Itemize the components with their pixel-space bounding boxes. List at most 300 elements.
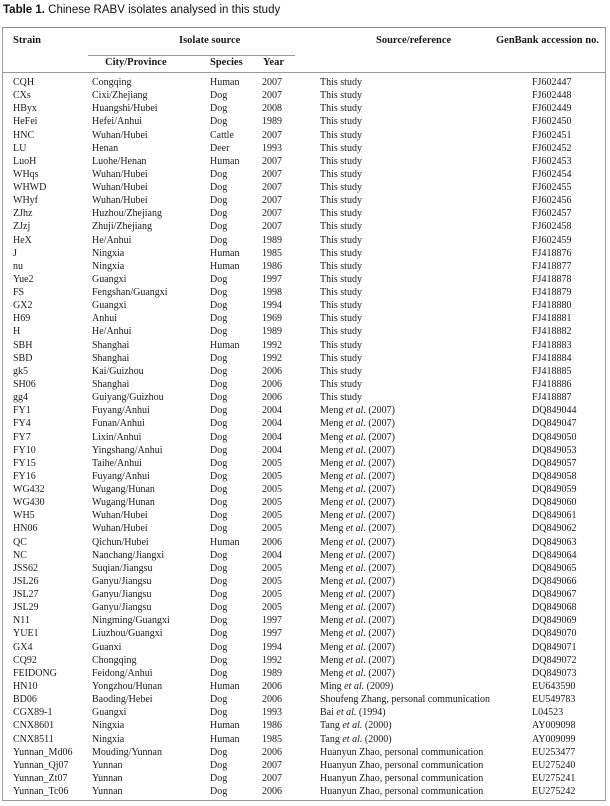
cell-source-reference <box>320 89 362 102</box>
table-row <box>0 588 610 601</box>
cell-source-reference <box>320 155 362 168</box>
cell-genbank-accession: DQ849066 <box>532 575 577 587</box>
cell-year: 1998 <box>262 287 282 299</box>
header-isolate-source: Isolate source <box>179 35 241 46</box>
cell-genbank-accession: FJ602450 <box>532 116 572 128</box>
reference-author: This study <box>320 103 362 115</box>
cell-source-reference <box>320 601 395 614</box>
cell-year: 2005 <box>262 589 282 601</box>
table-row <box>0 431 610 444</box>
table-row <box>0 168 610 181</box>
cell-strain: NC <box>13 549 27 561</box>
cell-year: 1994 <box>262 641 282 653</box>
reference-et-al: et al. <box>342 720 363 732</box>
cell-source-reference <box>320 142 362 155</box>
reference-et-al: et al. <box>345 536 366 548</box>
cell-genbank-accession: FJ418876 <box>532 247 572 259</box>
cell-source-reference <box>320 286 362 299</box>
reference-et-al: et al. <box>342 733 363 745</box>
reference-year: (2007) <box>365 667 396 679</box>
table-row <box>0 483 610 496</box>
table-row <box>0 102 610 115</box>
table-row <box>0 155 610 168</box>
cell-year: 2006 <box>262 392 282 404</box>
cell-strain: HByx <box>13 103 37 115</box>
cell-species: Dog <box>210 116 228 128</box>
cell-source-reference <box>320 575 395 588</box>
cell-year: 2005 <box>262 510 282 522</box>
cell-city-province: Yunnan <box>92 759 123 771</box>
cell-species: Dog <box>210 221 228 233</box>
cell-source-reference <box>320 220 362 233</box>
cell-strain: ZJhz <box>13 208 33 220</box>
cell-strain: HeFei <box>13 116 38 128</box>
cell-species: Dog <box>210 365 228 377</box>
cell-species: Dog <box>210 510 228 522</box>
reference-et-al: et al. <box>345 654 366 666</box>
cell-genbank-accession: DQ849061 <box>532 510 577 522</box>
cell-genbank-accession: FJ602459 <box>532 234 572 246</box>
reference-author: This study <box>320 129 362 141</box>
table-row <box>0 746 610 759</box>
cell-strain: FY10 <box>13 444 36 456</box>
reference-author: Meng <box>320 667 346 679</box>
cell-strain: Yunnan_Zt07 <box>13 772 68 784</box>
table-row <box>0 522 610 535</box>
cell-source-reference <box>320 509 395 522</box>
reference-year: (2009) <box>364 680 394 692</box>
reference-author: Huanyun Zhao, personal communication <box>320 772 484 784</box>
cell-source-reference <box>320 746 483 759</box>
reference-author: This study <box>320 247 362 259</box>
cell-genbank-accession: FJ602449 <box>532 103 572 115</box>
cell-genbank-accession: EU275241 <box>532 772 576 784</box>
reference-author: This study <box>320 260 362 272</box>
table-row <box>0 457 610 470</box>
cell-genbank-accession: FJ418877 <box>532 260 572 272</box>
cell-species: Dog <box>210 444 228 456</box>
table-row <box>0 627 610 640</box>
cell-source-reference <box>320 365 362 378</box>
cell-year: 2005 <box>262 470 282 482</box>
reference-et-al: et al. <box>345 484 366 496</box>
reference-author: This study <box>320 352 362 364</box>
reference-et-al: et al. <box>345 523 366 535</box>
cell-species: Dog <box>210 182 228 194</box>
reference-year: (2007) <box>365 444 396 456</box>
table-row <box>0 194 610 207</box>
reference-year: (2000) <box>362 720 392 732</box>
table-row <box>0 325 610 338</box>
cell-genbank-accession: DQ849063 <box>532 536 577 548</box>
cell-species: Dog <box>210 470 228 482</box>
cell-year: 2005 <box>262 562 282 574</box>
cell-city-province: He/Anhui <box>92 326 132 338</box>
cell-city-province: Ningxia <box>92 720 125 732</box>
table-row <box>0 299 610 312</box>
cell-city-province: Yongzhou/Hunan <box>92 680 163 692</box>
cell-strain: QC <box>13 536 27 548</box>
table-title: Chinese RABV isolates analysed in this study <box>48 4 281 16</box>
reference-et-al: et al. <box>345 589 366 601</box>
cell-source-reference <box>320 785 483 798</box>
cell-source-reference <box>320 312 362 325</box>
cell-species: Dog <box>210 615 228 627</box>
cell-genbank-accession: DQ849068 <box>532 602 577 614</box>
cell-species: Dog <box>210 523 228 535</box>
header-species: Species <box>210 57 243 68</box>
reference-author: This study <box>320 365 362 377</box>
cell-year: 1989 <box>262 326 282 338</box>
cell-year: 2007 <box>262 77 282 88</box>
cell-strain: HeX <box>13 234 32 246</box>
cell-genbank-accession: FJ602454 <box>532 168 572 180</box>
reference-author: Meng <box>320 497 346 509</box>
cell-strain: H <box>13 326 21 338</box>
reference-year: (2007) <box>365 484 396 496</box>
cell-species: Human <box>210 247 240 259</box>
reference-author: This study <box>320 313 362 325</box>
table-row <box>0 654 610 667</box>
cell-year: 1992 <box>262 654 282 666</box>
reference-et-al: et al. <box>345 510 366 522</box>
cell-source-reference <box>320 234 362 247</box>
reference-year: (2007) <box>365 562 396 574</box>
table-row <box>0 536 610 549</box>
cell-city-province: Ningxia <box>92 247 125 259</box>
cell-genbank-accession: DQ849071 <box>532 641 577 653</box>
cell-species: Human <box>210 155 240 167</box>
reference-et-al: et al. <box>345 549 366 561</box>
table-row <box>0 220 610 233</box>
cell-city-province: Baoding/Hebei <box>92 694 153 706</box>
cell-city-province: Wuhan/Hubei <box>92 510 148 522</box>
cell-city-province: Wugang/Hunan <box>92 497 155 509</box>
cell-genbank-accession: DQ849065 <box>532 562 577 574</box>
cell-year: 2006 <box>262 365 282 377</box>
reference-author: Meng <box>320 431 346 443</box>
table-row <box>0 286 610 299</box>
cell-city-province: Yingshang/Anhui <box>92 444 163 456</box>
reference-et-al: et al. <box>345 497 366 509</box>
cell-genbank-accession: FJ602451 <box>532 129 572 141</box>
cell-source-reference <box>320 522 395 535</box>
table-row <box>0 509 610 522</box>
cell-species: Dog <box>210 694 228 706</box>
cell-source-reference <box>320 627 395 640</box>
header-divider <box>2 72 606 73</box>
cell-strain: gg4 <box>13 392 28 404</box>
table-row <box>0 115 610 128</box>
cell-species: Human <box>210 339 240 351</box>
cell-source-reference <box>320 76 362 89</box>
reference-year: (2007) <box>365 405 396 417</box>
cell-year: 2004 <box>262 405 282 417</box>
cell-source-reference <box>320 339 362 352</box>
cell-species: Human <box>210 680 240 692</box>
reference-author: Meng <box>320 615 346 627</box>
reference-author: This study <box>320 195 362 207</box>
cell-source-reference <box>320 641 395 654</box>
cell-year: 2004 <box>262 431 282 443</box>
reference-author: This study <box>320 90 362 102</box>
cell-species: Cattle <box>210 129 234 141</box>
reference-author: This study <box>320 326 362 338</box>
table-row <box>0 181 610 194</box>
cell-genbank-accession: EU253477 <box>532 746 576 758</box>
cell-year: 2004 <box>262 418 282 430</box>
cell-city-province: Zhuji/Zhejiang <box>92 221 152 233</box>
reference-author: Shoufeng Zhang, personal communication <box>320 694 490 706</box>
cell-species: Human <box>210 720 240 732</box>
cell-species: Dog <box>210 431 228 443</box>
cell-year: 1986 <box>262 720 282 732</box>
cell-year: 2007 <box>262 129 282 141</box>
cell-genbank-accession: FJ602457 <box>532 208 572 220</box>
reference-author: Meng <box>320 523 346 535</box>
reference-year: (2007) <box>365 457 396 469</box>
reference-et-al: et al. <box>345 470 366 482</box>
reference-year: (2007) <box>365 589 396 601</box>
cell-genbank-accession: DQ849050 <box>532 431 577 443</box>
table-row <box>0 680 610 693</box>
reference-et-al: et al. <box>345 667 366 679</box>
table-row <box>0 601 610 614</box>
cell-genbank-accession: DQ849069 <box>532 615 577 627</box>
table-row <box>0 260 610 273</box>
cell-species: Dog <box>210 667 228 679</box>
cell-city-province: Ganyu/Jiangsu <box>92 575 152 587</box>
cell-strain: CQH <box>13 77 35 88</box>
cell-species: Dog <box>210 103 228 115</box>
cell-source-reference <box>320 168 362 181</box>
cell-year: 2007 <box>262 168 282 180</box>
cell-year: 2007 <box>262 155 282 167</box>
cell-source-reference <box>320 299 362 312</box>
cell-year: 2005 <box>262 602 282 614</box>
cell-city-province: Hefei/Anhui <box>92 116 142 128</box>
table-row <box>0 142 610 155</box>
cell-species: Dog <box>210 759 228 771</box>
cell-city-province: Guiyang/Guizhou <box>92 392 164 404</box>
cell-city-province: Fuyang/Anhui <box>92 405 150 417</box>
cell-year: 1997 <box>262 628 282 640</box>
cell-year: 2006 <box>262 536 282 548</box>
cell-city-province: Nanchang/Jiangxi <box>92 549 165 561</box>
cell-genbank-accession: FJ602452 <box>532 142 572 154</box>
cell-strain: FY1 <box>13 405 31 417</box>
reference-year: (2007) <box>365 641 396 653</box>
cell-species: Dog <box>210 405 228 417</box>
cell-species: Dog <box>210 195 228 207</box>
cell-species: Dog <box>210 575 228 587</box>
cell-strain: HNC <box>13 129 35 141</box>
header-genbank: GenBank accession no. <box>496 35 599 46</box>
cell-genbank-accession: FJ418878 <box>532 273 572 285</box>
header-group-rule <box>88 55 295 56</box>
cell-year: 2006 <box>262 694 282 706</box>
cell-source-reference <box>320 444 395 457</box>
cell-source-reference <box>320 536 395 549</box>
reference-year: (2007) <box>365 628 396 640</box>
cell-species: Dog <box>210 418 228 430</box>
cell-strain: FY15 <box>13 457 36 469</box>
cell-genbank-accession: FJ418887 <box>532 392 572 404</box>
cell-genbank-accession: FJ418881 <box>532 313 572 325</box>
table-row <box>0 273 610 286</box>
cell-year: 1992 <box>262 339 282 351</box>
cell-genbank-accession: FJ602448 <box>532 90 572 102</box>
cell-species: Dog <box>210 352 228 364</box>
cell-strain: SBH <box>13 339 33 351</box>
table-row <box>0 247 610 260</box>
cell-city-province: Cixi/Zhejiang <box>92 90 148 102</box>
reference-author: Meng <box>320 575 346 587</box>
cell-source-reference <box>320 352 362 365</box>
cell-city-province: Ganyu/Jiangsu <box>92 602 152 614</box>
cell-species: Dog <box>210 300 228 312</box>
cell-strain: CXs <box>13 90 31 102</box>
cell-year: 1994 <box>262 300 282 312</box>
cell-source-reference <box>320 483 395 496</box>
table-row <box>0 234 610 247</box>
reference-et-al: et al. <box>345 615 366 627</box>
cell-source-reference <box>320 759 483 772</box>
cell-city-province: Ganyu/Jiangsu <box>92 589 152 601</box>
reference-author: Huanyun Zhao, personal communication <box>320 759 484 771</box>
cell-source-reference <box>320 588 395 601</box>
reference-year: (2007) <box>365 523 396 535</box>
cell-strain: J <box>13 247 17 259</box>
cell-strain: FY4 <box>13 418 31 430</box>
cell-city-province: Guangxi <box>92 707 127 719</box>
cell-genbank-accession: EU275240 <box>532 759 576 771</box>
reference-year: (2007) <box>365 615 396 627</box>
reference-year: (2007) <box>365 654 396 666</box>
reference-author: Huanyun Zhao, personal communication <box>320 746 484 758</box>
cell-city-province: Wuhan/Hubei <box>92 195 148 207</box>
cell-strain: HN06 <box>13 523 38 535</box>
reference-author: This study <box>320 221 362 233</box>
cell-genbank-accession: EU275242 <box>532 786 576 798</box>
cell-genbank-accession: FJ418880 <box>532 300 572 312</box>
reference-et-al: et al. <box>345 602 366 614</box>
cell-year: 1989 <box>262 116 282 128</box>
cell-strain: JSL27 <box>13 589 39 601</box>
cell-strain: FEIDONG <box>13 667 57 679</box>
cell-species: Dog <box>210 497 228 509</box>
cell-year: 1989 <box>262 667 282 679</box>
cell-source-reference <box>320 654 395 667</box>
cell-source-reference <box>320 549 395 562</box>
cell-strain: LuoH <box>13 155 37 167</box>
cell-species: Dog <box>210 273 228 285</box>
cell-source-reference <box>320 667 395 680</box>
table-row <box>0 339 610 352</box>
cell-species: Dog <box>210 602 228 614</box>
table-row <box>0 549 610 562</box>
cell-source-reference <box>320 693 490 706</box>
cell-year: 2007 <box>262 759 282 771</box>
table-row <box>0 719 610 732</box>
cell-city-province: Yunnan <box>92 772 123 784</box>
cell-source-reference <box>320 260 362 273</box>
cell-source-reference <box>320 772 483 785</box>
cell-strain: BD06 <box>13 694 37 706</box>
reference-author: This study <box>320 392 362 404</box>
cell-species: Dog <box>210 326 228 338</box>
table-row <box>0 785 610 798</box>
cell-year: 1969 <box>262 313 282 325</box>
reference-author: This study <box>320 339 362 351</box>
cell-strain: H69 <box>13 313 31 325</box>
cell-species: Deer <box>210 142 230 154</box>
cell-year: 2004 <box>262 444 282 456</box>
reference-year: (2007) <box>365 431 396 443</box>
table-row <box>0 129 610 142</box>
cell-year: 2004 <box>262 549 282 561</box>
reference-author: Meng <box>320 405 346 417</box>
cell-year: 2006 <box>262 680 282 692</box>
cell-source-reference <box>320 207 362 220</box>
cell-year: 2005 <box>262 575 282 587</box>
cell-genbank-accession: FJ418883 <box>532 339 572 351</box>
cell-city-province: Suqian/Jiangsu <box>92 562 153 574</box>
reference-author: Meng <box>320 654 346 666</box>
cell-genbank-accession: L04523 <box>532 707 564 719</box>
cell-genbank-accession: FJ418884 <box>532 352 572 364</box>
cell-species: Dog <box>210 549 228 561</box>
cell-city-province: Shanghai <box>92 352 130 364</box>
reference-author: Tang <box>320 720 343 732</box>
cell-source-reference <box>320 247 362 260</box>
cell-city-province: Huzhou/Zhejiang <box>92 208 162 220</box>
table-caption <box>3 4 280 16</box>
cell-source-reference <box>320 496 395 509</box>
cell-city-province: Shanghai <box>92 339 130 351</box>
cell-source-reference <box>320 391 362 404</box>
cell-strain: Yunnan_Qj07 <box>13 759 69 771</box>
reference-author: This study <box>320 234 362 246</box>
cell-year: 2005 <box>262 457 282 469</box>
table-row <box>0 667 610 680</box>
cell-genbank-accession: FJ602456 <box>532 195 572 207</box>
cell-year: 1986 <box>262 260 282 272</box>
table-row <box>0 562 610 575</box>
reference-author: Bai <box>320 707 337 719</box>
cell-year: 1997 <box>262 615 282 627</box>
reference-author: Meng <box>320 562 346 574</box>
reference-year: (2007) <box>365 536 396 548</box>
cell-city-province: Guangxi <box>92 273 127 285</box>
cell-city-province: Yunnan <box>92 786 123 798</box>
cell-strain: YUE1 <box>13 628 39 640</box>
table-row <box>0 76 610 89</box>
cell-strain: GX2 <box>13 300 33 312</box>
cell-strain: WH5 <box>13 510 35 522</box>
table-row <box>0 417 610 430</box>
cell-species: Dog <box>210 746 228 758</box>
cell-year: 2007 <box>262 208 282 220</box>
cell-strain: Yunnan_Md06 <box>13 746 73 758</box>
cell-genbank-accession: FJ418879 <box>532 287 572 299</box>
cell-strain: LU <box>13 142 27 154</box>
cell-species: Dog <box>210 234 228 246</box>
cell-genbank-accession: FJ602447 <box>532 77 572 88</box>
table-row <box>0 365 610 378</box>
table-row <box>0 693 610 706</box>
cell-strain: GX4 <box>13 641 33 653</box>
